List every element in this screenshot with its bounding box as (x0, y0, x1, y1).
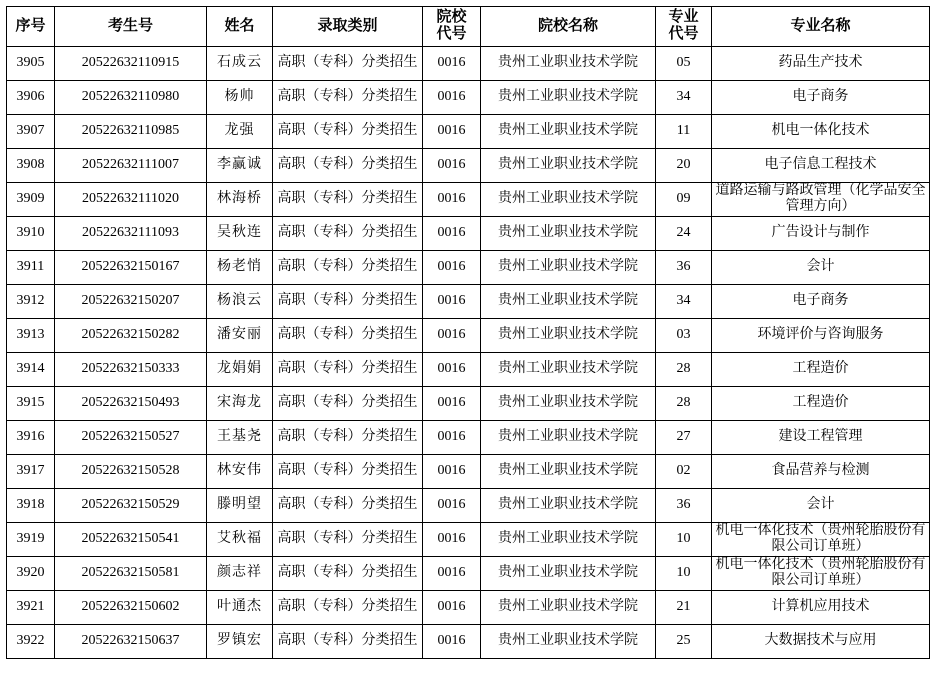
table-row (7, 250, 930, 284)
cell-school-name: 贵州工业职业技术学院 (481, 488, 656, 522)
cell-exam-no: 20522632110915 (55, 46, 207, 80)
cell-school-name: 贵州工业职业技术学院 (481, 284, 656, 318)
cell-major-code: 05 (656, 46, 712, 80)
cell-major-name: 会计 (712, 250, 930, 284)
cell-major-code: 28 (656, 352, 712, 386)
cell-name: 颜志祥 (207, 556, 273, 590)
cell-admit-type: 高职（专科）分类招生 (273, 318, 423, 352)
cell-admit-type: 高职（专科）分类招生 (273, 522, 423, 556)
cell-name: 罗镇宏 (207, 624, 273, 658)
cell-school-code: 0016 (423, 352, 481, 386)
cell-major-code: 02 (656, 454, 712, 488)
table-row (7, 182, 930, 216)
cell-school-name: 贵州工业职业技术学院 (481, 386, 656, 420)
cell-admit-type: 高职（专科）分类招生 (273, 250, 423, 284)
cell-major-name: 机电一体化技术（贵州轮胎股份有限公司订单班） (712, 522, 930, 556)
cell-major-code: 25 (656, 624, 712, 658)
cell-major-code: 27 (656, 420, 712, 454)
cell-admit-type: 高职（专科）分类招生 (273, 284, 423, 318)
cell-seq: 3909 (7, 182, 55, 216)
table-row (7, 590, 930, 624)
cell-major-code: 34 (656, 284, 712, 318)
cell-school-code: 0016 (423, 80, 481, 114)
cell-school-code: 0016 (423, 522, 481, 556)
cell-exam-no: 20522632150493 (55, 386, 207, 420)
cell-major-code: 09 (656, 182, 712, 216)
table-row (7, 318, 930, 352)
cell-major-name: 计算机应用技术 (712, 590, 930, 624)
cell-exam-no: 20522632110985 (55, 114, 207, 148)
table-row (7, 216, 930, 250)
cell-major-name: 机电一体化技术（贵州轮胎股份有限公司订单班） (712, 556, 930, 590)
cell-name: 林安伟 (207, 454, 273, 488)
cell-major-name: 工程造价 (712, 352, 930, 386)
cell-exam-no: 20522632150637 (55, 624, 207, 658)
cell-major-code: 28 (656, 386, 712, 420)
cell-seq: 3911 (7, 250, 55, 284)
table-row (7, 352, 930, 386)
cell-major-name: 环境评价与咨询服务 (712, 318, 930, 352)
cell-major-name: 电子商务 (712, 284, 930, 318)
cell-seq: 3906 (7, 80, 55, 114)
cell-exam-no: 20522632150167 (55, 250, 207, 284)
table-row (7, 556, 930, 590)
cell-admit-type: 高职（专科）分类招生 (273, 114, 423, 148)
table-row (7, 284, 930, 318)
cell-exam-no: 20522632150581 (55, 556, 207, 590)
cell-name: 王基尧 (207, 420, 273, 454)
document-page (0, 6, 935, 682)
column-header-school-code-line1: 院校 (436, 9, 467, 25)
cell-major-name: 会计 (712, 488, 930, 522)
cell-major-name: 广告设计与制作 (712, 216, 930, 250)
cell-admit-type: 高职（专科）分类招生 (273, 420, 423, 454)
cell-major-code: 24 (656, 216, 712, 250)
cell-seq: 3920 (7, 556, 55, 590)
cell-exam-no: 20522632150541 (55, 522, 207, 556)
cell-exam-no: 20522632150282 (55, 318, 207, 352)
cell-name: 石成云 (207, 46, 273, 80)
table-body (7, 46, 930, 658)
cell-major-name: 机电一体化技术 (712, 114, 930, 148)
table-row (7, 624, 930, 658)
cell-major-name: 电子信息工程技术 (712, 148, 930, 182)
cell-seq: 3914 (7, 352, 55, 386)
cell-seq: 3907 (7, 114, 55, 148)
cell-major-name: 食品营养与检测 (712, 454, 930, 488)
cell-major-code: 10 (656, 556, 712, 590)
table-row (7, 488, 930, 522)
cell-school-code: 0016 (423, 386, 481, 420)
cell-major-name: 药品生产技术 (712, 46, 930, 80)
cell-exam-no: 20522632111007 (55, 148, 207, 182)
cell-admit-type: 高职（专科）分类招生 (273, 46, 423, 80)
table-row (7, 522, 930, 556)
cell-name: 杨老悄 (207, 250, 273, 284)
cell-school-name: 贵州工业职业技术学院 (481, 590, 656, 624)
cell-admit-type: 高职（专科）分类招生 (273, 148, 423, 182)
cell-exam-no: 20522632111093 (55, 216, 207, 250)
cell-major-code: 20 (656, 148, 712, 182)
cell-school-code: 0016 (423, 420, 481, 454)
cell-name: 滕明望 (207, 488, 273, 522)
cell-major-name: 道路运输与路政管理（化学品安全管理方向） (712, 182, 930, 216)
column-header-major-name: 专业名称 (712, 7, 930, 47)
cell-major-code: 03 (656, 318, 712, 352)
cell-major-name: 电子商务 (712, 80, 930, 114)
cell-name: 潘安丽 (207, 318, 273, 352)
cell-major-name: 建设工程管理 (712, 420, 930, 454)
cell-school-name: 贵州工业职业技术学院 (481, 216, 656, 250)
column-header-name: 姓名 (207, 7, 273, 47)
cell-school-name: 贵州工业职业技术学院 (481, 624, 656, 658)
cell-seq: 3916 (7, 420, 55, 454)
cell-major-name: 工程造价 (712, 386, 930, 420)
cell-school-code: 0016 (423, 46, 481, 80)
cell-exam-no: 20522632150529 (55, 488, 207, 522)
table-header-row (7, 7, 930, 47)
cell-admit-type: 高职（专科）分类招生 (273, 556, 423, 590)
cell-seq: 3919 (7, 522, 55, 556)
table-row (7, 148, 930, 182)
cell-admit-type: 高职（专科）分类招生 (273, 624, 423, 658)
column-header-seq: 序号 (7, 7, 55, 47)
cell-admit-type: 高职（专科）分类招生 (273, 216, 423, 250)
column-header-school-code (423, 7, 481, 47)
cell-school-code: 0016 (423, 216, 481, 250)
cell-name: 李赢诚 (207, 148, 273, 182)
table-row (7, 46, 930, 80)
column-header-major-code-line1: 专业 (668, 9, 699, 25)
table-row (7, 386, 930, 420)
cell-school-code: 0016 (423, 250, 481, 284)
cell-name: 叶通杰 (207, 590, 273, 624)
cell-name: 宋海龙 (207, 386, 273, 420)
cell-major-code: 36 (656, 488, 712, 522)
cell-exam-no: 20522632150528 (55, 454, 207, 488)
cell-major-code: 36 (656, 250, 712, 284)
cell-name: 吴秋连 (207, 216, 273, 250)
cell-admit-type: 高职（专科）分类招生 (273, 182, 423, 216)
column-header-school-code-line2: 代号 (436, 26, 467, 43)
cell-school-name: 贵州工业职业技术学院 (481, 250, 656, 284)
cell-school-name: 贵州工业职业技术学院 (481, 182, 656, 216)
cell-school-name: 贵州工业职业技术学院 (481, 556, 656, 590)
cell-seq: 3905 (7, 46, 55, 80)
cell-major-code: 10 (656, 522, 712, 556)
cell-major-code: 11 (656, 114, 712, 148)
cell-name: 龙强 (207, 114, 273, 148)
cell-school-code: 0016 (423, 590, 481, 624)
table-row (7, 420, 930, 454)
column-header-exam-no: 考生号 (55, 7, 207, 47)
cell-seq: 3921 (7, 590, 55, 624)
cell-seq: 3913 (7, 318, 55, 352)
cell-exam-no: 20522632150207 (55, 284, 207, 318)
cell-seq: 3917 (7, 454, 55, 488)
cell-exam-no: 20522632110980 (55, 80, 207, 114)
cell-admit-type: 高职（专科）分类招生 (273, 352, 423, 386)
cell-major-code: 34 (656, 80, 712, 114)
cell-school-code: 0016 (423, 454, 481, 488)
cell-name: 林海桥 (207, 182, 273, 216)
cell-school-code: 0016 (423, 182, 481, 216)
cell-school-name: 贵州工业职业技术学院 (481, 454, 656, 488)
cell-admit-type: 高职（专科）分类招生 (273, 386, 423, 420)
cell-school-name: 贵州工业职业技术学院 (481, 420, 656, 454)
table-row (7, 80, 930, 114)
cell-seq: 3922 (7, 624, 55, 658)
cell-admit-type: 高职（专科）分类招生 (273, 80, 423, 114)
cell-school-code: 0016 (423, 318, 481, 352)
cell-school-name: 贵州工业职业技术学院 (481, 80, 656, 114)
cell-seq: 3915 (7, 386, 55, 420)
cell-school-name: 贵州工业职业技术学院 (481, 352, 656, 386)
admissions-table (6, 6, 930, 659)
cell-seq: 3918 (7, 488, 55, 522)
cell-seq: 3912 (7, 284, 55, 318)
cell-major-code: 21 (656, 590, 712, 624)
column-header-admit-type: 录取类别 (273, 7, 423, 47)
cell-school-code: 0016 (423, 284, 481, 318)
cell-school-code: 0016 (423, 488, 481, 522)
table-row (7, 114, 930, 148)
cell-name: 杨帅 (207, 80, 273, 114)
cell-school-code: 0016 (423, 624, 481, 658)
table-row (7, 454, 930, 488)
cell-school-name: 贵州工业职业技术学院 (481, 148, 656, 182)
cell-school-code: 0016 (423, 148, 481, 182)
cell-exam-no: 20522632111020 (55, 182, 207, 216)
column-header-school-name: 院校名称 (481, 7, 656, 47)
cell-admit-type: 高职（专科）分类招生 (273, 590, 423, 624)
cell-school-code: 0016 (423, 114, 481, 148)
column-header-major-code (656, 7, 712, 47)
cell-admit-type: 高职（专科）分类招生 (273, 488, 423, 522)
cell-school-name: 贵州工业职业技术学院 (481, 318, 656, 352)
cell-name: 杨浪云 (207, 284, 273, 318)
cell-exam-no: 20522632150527 (55, 420, 207, 454)
cell-exam-no: 20522632150333 (55, 352, 207, 386)
cell-seq: 3910 (7, 216, 55, 250)
cell-exam-no: 20522632150602 (55, 590, 207, 624)
cell-school-name: 贵州工业职业技术学院 (481, 522, 656, 556)
cell-admit-type: 高职（专科）分类招生 (273, 454, 423, 488)
cell-major-name: 大数据技术与应用 (712, 624, 930, 658)
cell-name: 艾秋福 (207, 522, 273, 556)
cell-school-code: 0016 (423, 556, 481, 590)
cell-school-name: 贵州工业职业技术学院 (481, 46, 656, 80)
cell-school-name: 贵州工业职业技术学院 (481, 114, 656, 148)
column-header-major-code-line2: 代号 (668, 26, 699, 43)
cell-name: 龙娟娟 (207, 352, 273, 386)
cell-seq: 3908 (7, 148, 55, 182)
